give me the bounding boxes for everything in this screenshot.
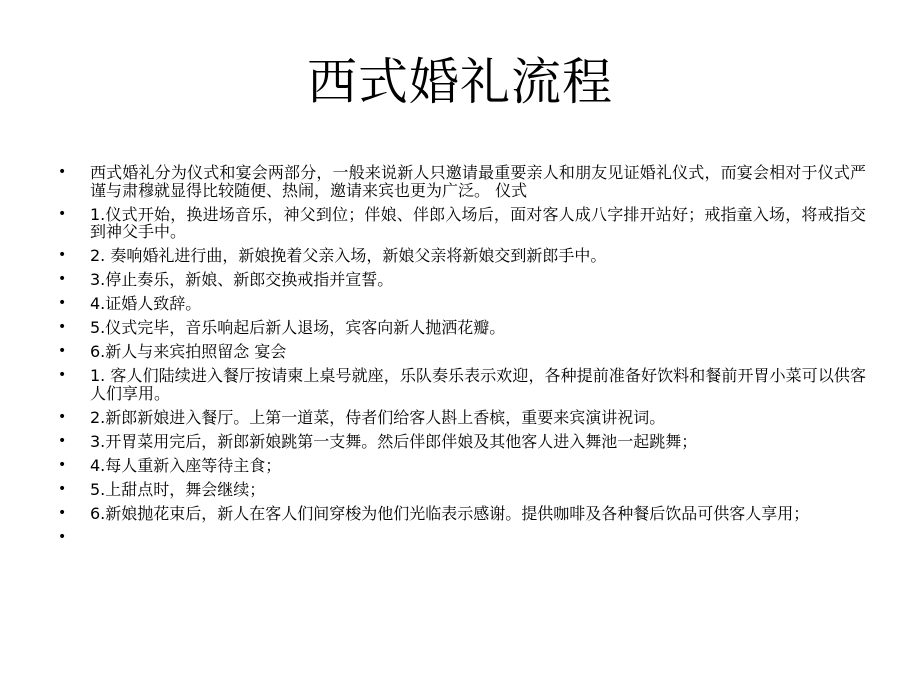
list-item xyxy=(58,367,866,402)
list-item xyxy=(58,481,866,499)
item-text: 2. 奏响婚礼进行曲，新娘挽着父亲入场，新娘父亲将新娘交到新郎手中。 xyxy=(90,246,607,266)
item-text: 2.新郎新娘进入餐厅。上第一道菜，侍者们给客人斟上香槟，重要来宾演讲祝词。 xyxy=(90,407,666,427)
list-item xyxy=(58,457,866,475)
item-text: 西式婚礼分为仪式和宴会两部分，一般来说新人只邀请最重要亲人和朋友见证婚礼仪式，而宴会相对于仪式严谨与肃穆就显得比较随便、热闹，邀请来宾也更为广泛。 仪式 xyxy=(90,163,866,200)
item-text: 5.仪式完毕，音乐响起后新人退场，宾客向新人抛洒花瓣。 xyxy=(90,318,506,338)
list-item xyxy=(58,295,866,313)
bullet-icon: • xyxy=(58,164,67,180)
bullet-icon: • xyxy=(58,456,67,473)
item-text: 6.新娘抛花束后，新人在客人们间穿梭为他们光临表示感谢。提供咖啡及各种餐后饮品可供客人享用； xyxy=(90,503,810,523)
bullet-icon: • xyxy=(58,343,67,360)
item-text: 6.新人与来宾拍照留念 宴会 xyxy=(90,342,287,362)
list-item xyxy=(58,206,866,241)
bullet-icon: • xyxy=(58,408,67,425)
item-text: 3.开胃菜用完后，新郎新娘跳第一支舞。然后伴郎伴娘及其他客人进入舞池一起跳舞； xyxy=(90,431,698,451)
bullet-icon: • xyxy=(58,271,67,288)
list-item xyxy=(58,247,866,265)
list-item xyxy=(58,433,866,451)
item-text: 5.上甜点时，舞会继续； xyxy=(90,479,266,499)
item-text: 4.证婚人致辞。 xyxy=(90,294,202,314)
bullet-icon: • xyxy=(58,205,67,222)
bullet-icon: • xyxy=(58,432,67,449)
bullet-list xyxy=(58,164,866,553)
list-item xyxy=(58,343,866,361)
item-text: 3.停止奏乐，新娘、新郎交换戒指并宣誓。 xyxy=(90,270,394,290)
bullet-icon: • xyxy=(58,295,67,312)
list-item xyxy=(58,271,866,289)
slide-title: 西式婚礼流程 xyxy=(307,53,613,111)
list-item xyxy=(58,164,866,199)
bullet-icon: • xyxy=(58,319,67,336)
bullet-icon: • xyxy=(58,367,67,384)
bullet-icon: • xyxy=(58,247,67,264)
list-item xyxy=(58,319,866,337)
item-text: 1.仪式开始，换进场音乐，神父到位；伴娘、伴郎入场后，面对客人成八字排开站好；戒指童入场，将戒指交到神父手中。 xyxy=(90,204,866,242)
list-item-empty xyxy=(58,529,866,547)
bullet-icon: • xyxy=(58,528,67,545)
item-text: 1. 客人们陆续进入餐厅按请柬上桌号就座，乐队奏乐表示欢迎，各种提前准备好饮料和餐前开胃小菜可以供客人们享用。 xyxy=(90,366,866,403)
item-text: 4.每人重新入座等待主食； xyxy=(90,455,282,475)
list-item xyxy=(58,409,866,427)
bullet-icon: • xyxy=(58,480,67,497)
list-item xyxy=(58,505,866,523)
bullet-icon: • xyxy=(58,504,67,521)
